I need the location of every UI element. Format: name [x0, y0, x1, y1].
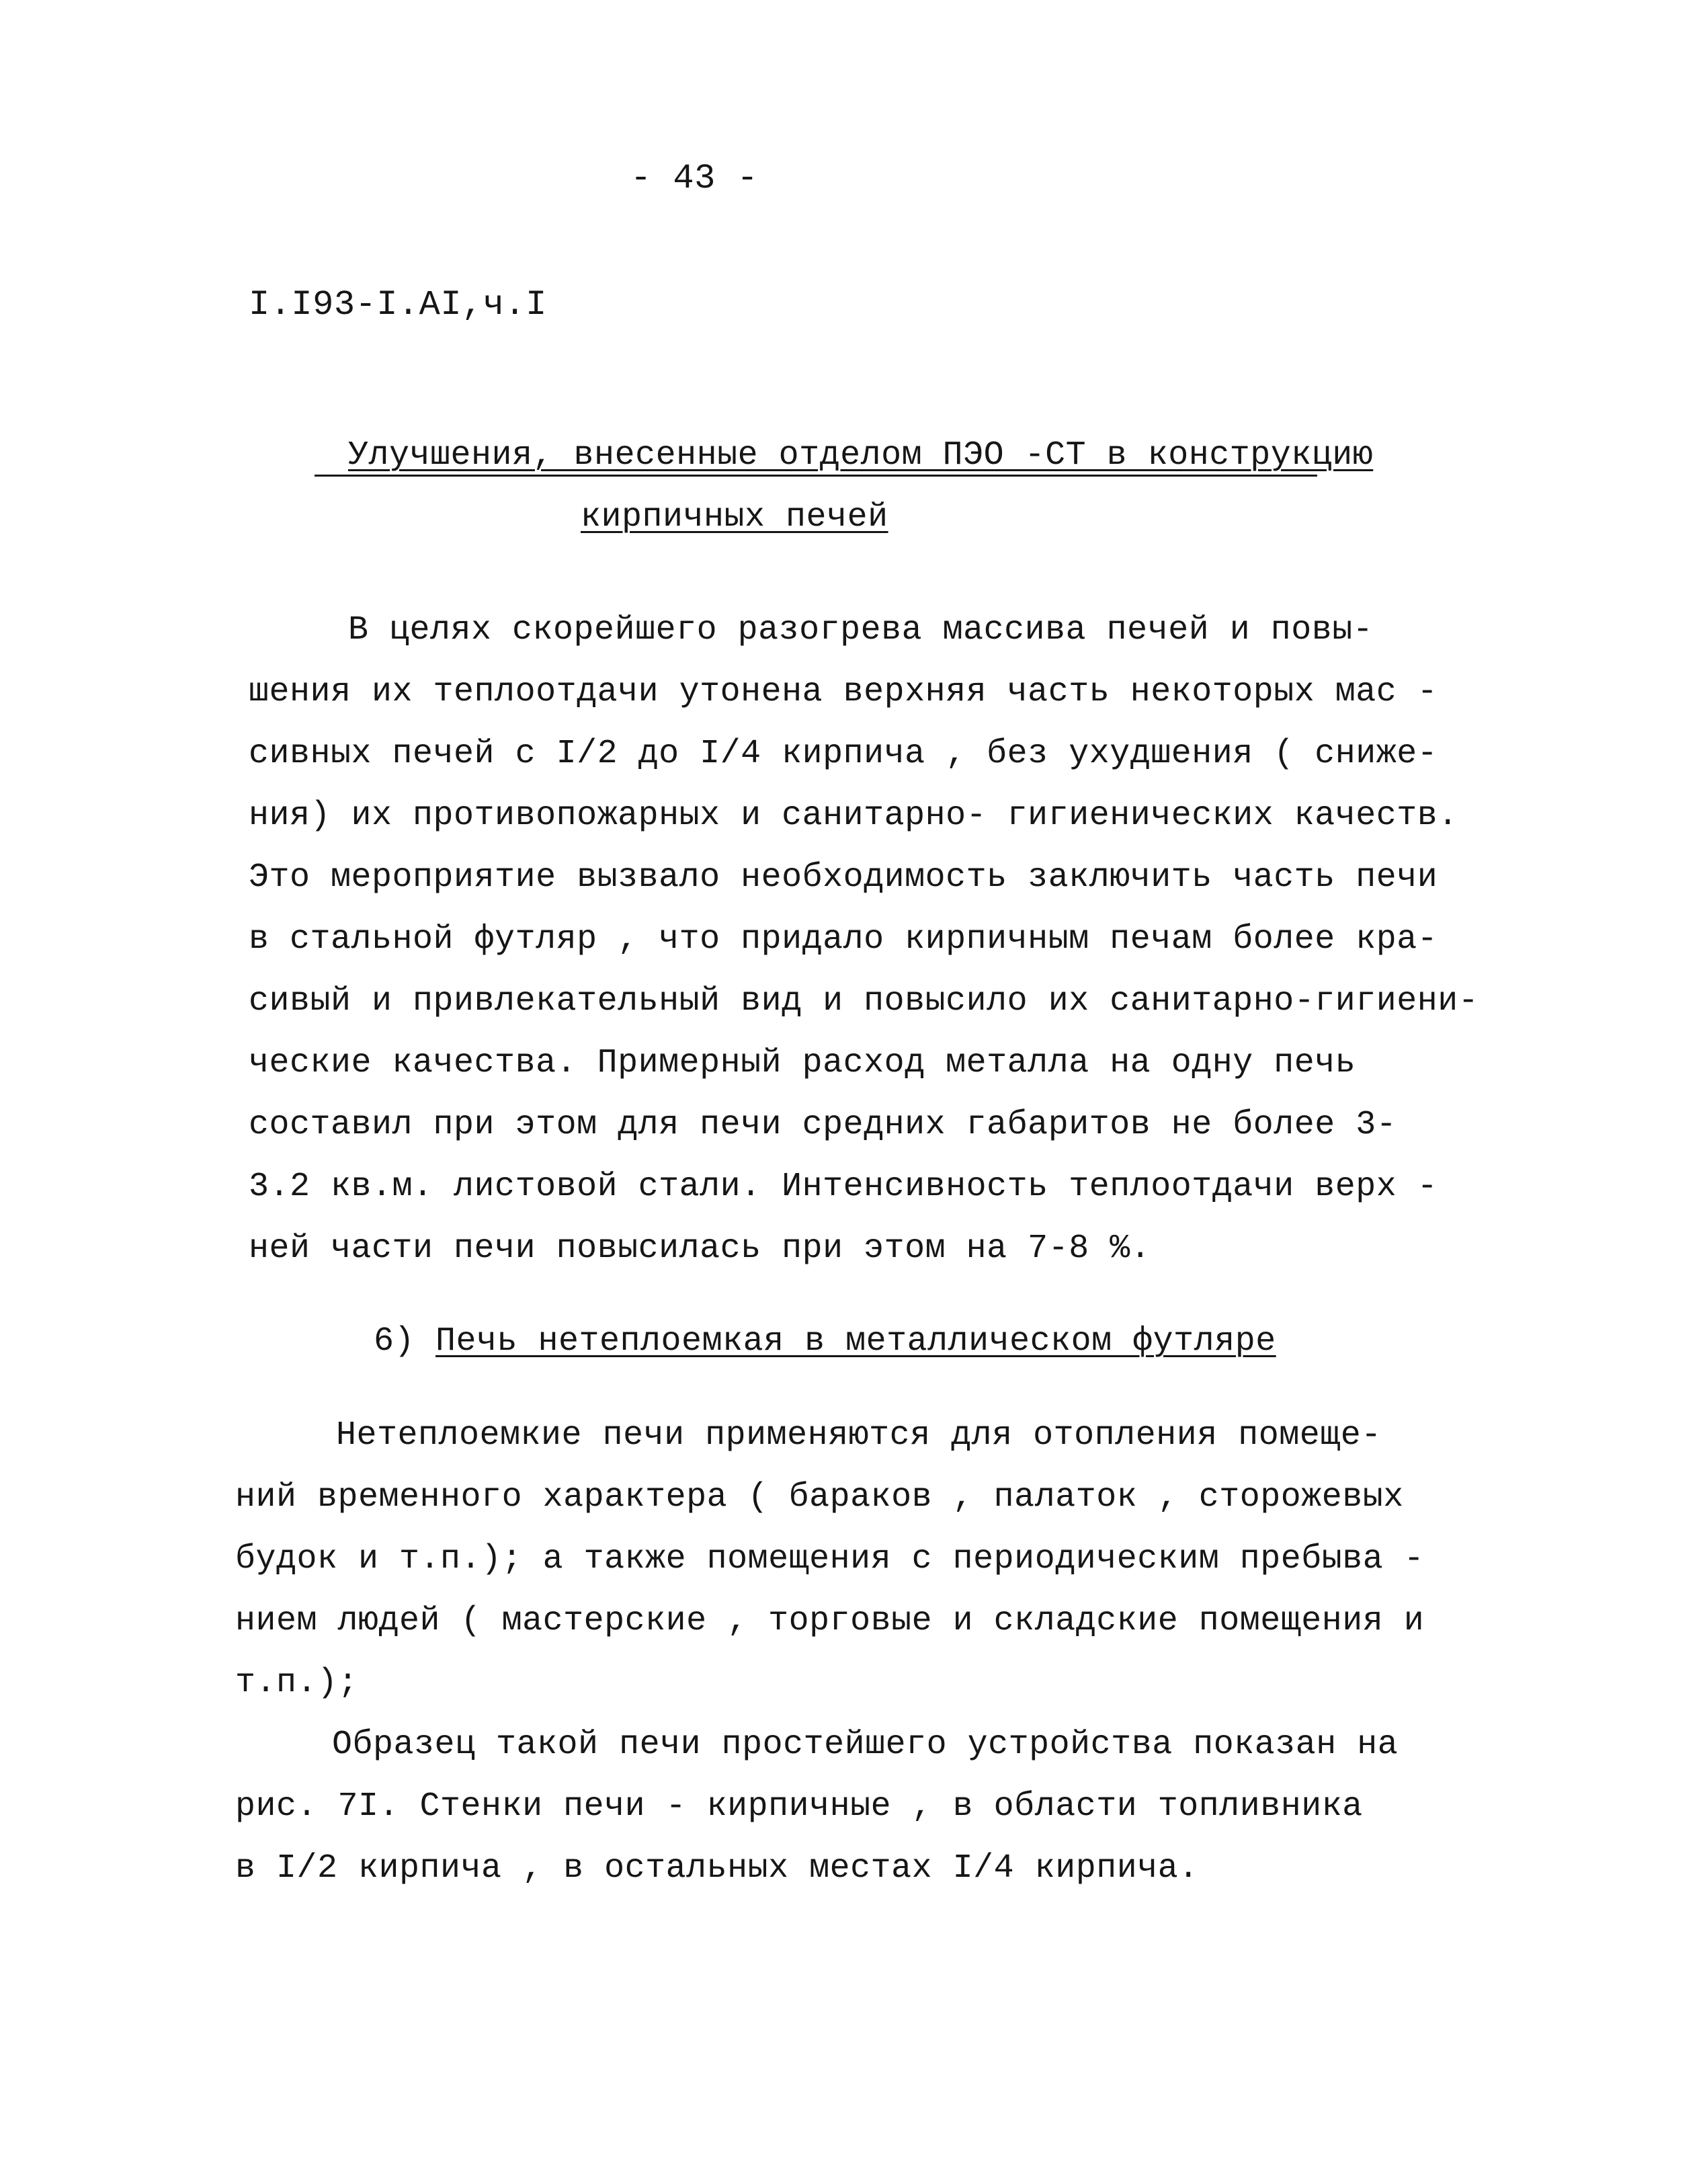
subsection-marker: 6) [374, 1322, 415, 1361]
paragraph1-line: ней части печи повысилась при этом на 7-8 %. [249, 1229, 1151, 1268]
paragraph1-line: Это мероприятие вызвало необходимость заключить часть печи [249, 858, 1438, 897]
page-number: - 43 - [630, 159, 759, 198]
paragraph2-line: т.п.); [235, 1664, 359, 1702]
paragraph2-line: нием людей ( мастерские , торговые и складские помещения и [235, 1602, 1425, 1640]
title-underline-rule [315, 475, 1317, 477]
paragraph1-line: шения их теплоотдачи утонена верхняя часть некоторых мас - [249, 673, 1438, 711]
paragraph1-line: ния) их противопожарных и санитарно- гигиенических качеств. [249, 797, 1458, 835]
paragraph1-line: 3.2 кв.м. листовой стали. Интенсивность теплоотдачи верх - [249, 1168, 1438, 1206]
paragraph3-line: Образец такой печи простейшего устройства показан на [332, 1726, 1399, 1764]
paragraph1-line: сивных печей с I/2 до I/4 кирпича , без ухудшения ( сниже- [249, 735, 1438, 773]
paragraph1-line: В целях скорейшего разогрева массива печей и повы- [348, 611, 1374, 649]
paragraph1-line: в стальной футляр , что придало кирпичным печам более кра- [249, 920, 1438, 959]
paragraph3-line: в I/2 кирпича , в остальных местах I/4 кирпича. [235, 1849, 1199, 1888]
paragraph2-line: ний временного характера ( бараков , палаток , сторожевых [235, 1478, 1404, 1516]
document-code: I.I93-I.AI,ч.I [249, 285, 547, 325]
subsection-title: Печь нетеплоемкая в металлическом футляре [435, 1322, 1276, 1361]
paragraph2-line: будок и т.п.); а также помещения с периодическим пребыва - [235, 1540, 1425, 1578]
section-title-line-1: Улучшения, внесенные отделом ПЭО -СТ в конструкцию [348, 436, 1374, 475]
paragraph1-line: сивый и привлекательный вид и повысило их санитарно-гигиени- [249, 982, 1479, 1020]
paragraph1-line: ческие качества. Примерный расход металла на одну печь [249, 1044, 1356, 1082]
section-title-line-2: кирпичных печей [581, 498, 888, 536]
paragraph3-line: рис. 7I. Стенки печи - кирпичные , в области топливника [235, 1787, 1363, 1826]
paragraph2-line: Нетеплоемкие печи применяются для отопления помеще- [336, 1416, 1382, 1455]
paragraph1-line: составил при этом для печи средних габаритов не более 3- [249, 1106, 1397, 1144]
